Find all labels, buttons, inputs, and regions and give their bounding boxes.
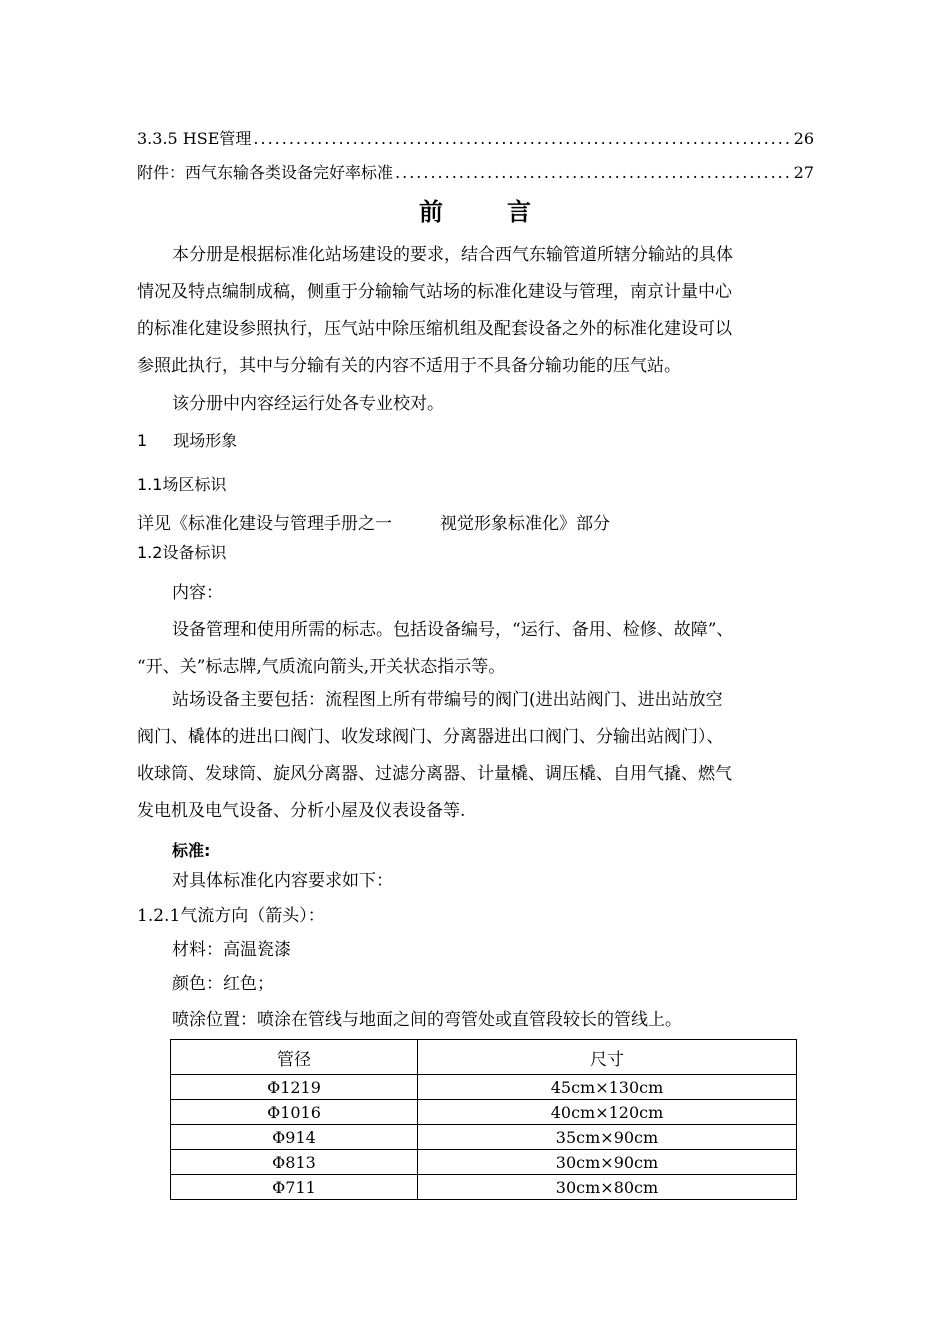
- subsection-1-2-1-heading: 1.2.1气流方向（箭头）：: [137, 906, 325, 926]
- preface-line: 的标准化建设参照执行，压气站中除压缩机组及配套设备之外的标准化建设可以: [137, 319, 732, 339]
- table-cell-diameter: Φ1219: [171, 1075, 418, 1100]
- pipe-size-table: [170, 1039, 797, 1200]
- table-cell-size: 35cm×90cm: [418, 1125, 797, 1150]
- equipment-line: 阀门、橇体的进出口阀门、收发球阀门、分离器进出口阀门、分输出站阀门）、: [137, 727, 724, 747]
- position-line: 喷涂位置：喷涂在管线与地面之间的弯管处或直管段较长的管线上。: [172, 1010, 682, 1030]
- toc-entry-page: 27: [793, 163, 814, 182]
- table-cell-size: 30cm×90cm: [418, 1150, 797, 1175]
- section-1-number: 1: [137, 431, 148, 450]
- toc-entry-page: 26: [793, 129, 814, 148]
- table-cell-size: 45cm×130cm: [418, 1075, 797, 1100]
- section-1-title: 现场形象: [173, 431, 238, 450]
- color-line: 颜色：红色；: [172, 974, 274, 994]
- table-row: [171, 1150, 797, 1175]
- section-1-1-text: [137, 514, 610, 534]
- table-cell-size: 30cm×80cm: [418, 1175, 797, 1200]
- toc-entry-title: 3.3.5 HSE管理: [137, 129, 252, 148]
- equipment-line: 站场设备主要包括：流程图上所有带编号的阀门(进出站阀门、进出站放空: [172, 690, 723, 710]
- table-header-size: 尺寸: [418, 1040, 797, 1075]
- equipment-line: 收球筒、发球筒、旋风分离器、过滤分离器、计量橇、调压橇、自用气撬、燃气: [137, 764, 732, 784]
- table-row: [171, 1125, 797, 1150]
- toc-leader-dots: [253, 129, 791, 148]
- table-cell-diameter: Φ914: [171, 1125, 418, 1150]
- toc-leader-dots: [395, 163, 792, 182]
- toc-entry[interactable]: [137, 126, 814, 148]
- content-label: 内容：: [172, 583, 223, 603]
- preface-line: 本分册是根据标准化站场建设的要求，结合西气东输管道所辖分输站的具体: [172, 245, 733, 265]
- table-cell-diameter: Φ813: [171, 1150, 418, 1175]
- section-1-heading: [137, 428, 237, 451]
- section-1-2-heading: 1.2设备标识: [137, 543, 227, 562]
- section-1-1-heading: 1.1场区标识: [137, 475, 227, 494]
- section-1-1-text-b: 视觉形象标准化》部分: [440, 514, 610, 534]
- standard-label: 标准:: [172, 841, 211, 860]
- toc-entry-title: 附件：西气东输各类设备完好率标准: [137, 163, 394, 182]
- table-cell-diameter: Φ711: [171, 1175, 418, 1200]
- section-1-1-text-a: 详见《标准化建设与管理手册之一: [137, 514, 392, 534]
- content-line: “开、关”标志牌,气质流向箭头,开关状态指示等。: [137, 657, 506, 677]
- equipment-line: 发电机及电气设备、分析小屋及仪表设备等.: [137, 801, 466, 821]
- preface-line: 情况及特点编制成稿，侧重于分输输气站场的标准化建设与管理，南京计量中心: [137, 282, 732, 302]
- standard-text: 对具体标准化内容要求如下：: [172, 871, 393, 891]
- table-cell-size: 40cm×120cm: [418, 1100, 797, 1125]
- content-line: 设备管理和使用所需的标志。包括设备编号，“运行、备用、检修、故障”、: [172, 620, 734, 640]
- table-row: [171, 1100, 797, 1125]
- preface-note: 该分册中内容经运行处各专业校对。: [172, 394, 444, 414]
- preface-heading: 前言: [419, 198, 595, 226]
- table-header-pipe-diameter: 管径: [171, 1040, 418, 1075]
- toc-entry[interactable]: [137, 160, 814, 182]
- table-header-row: [171, 1040, 797, 1075]
- table-cell-diameter: Φ1016: [171, 1100, 418, 1125]
- table-row: [171, 1175, 797, 1200]
- material-line: 材料：高温瓷漆: [172, 940, 291, 960]
- preface-line: 参照此执行，其中与分输有关的内容不适用于不具备分输功能的压气站。: [137, 356, 681, 376]
- table-row: [171, 1075, 797, 1100]
